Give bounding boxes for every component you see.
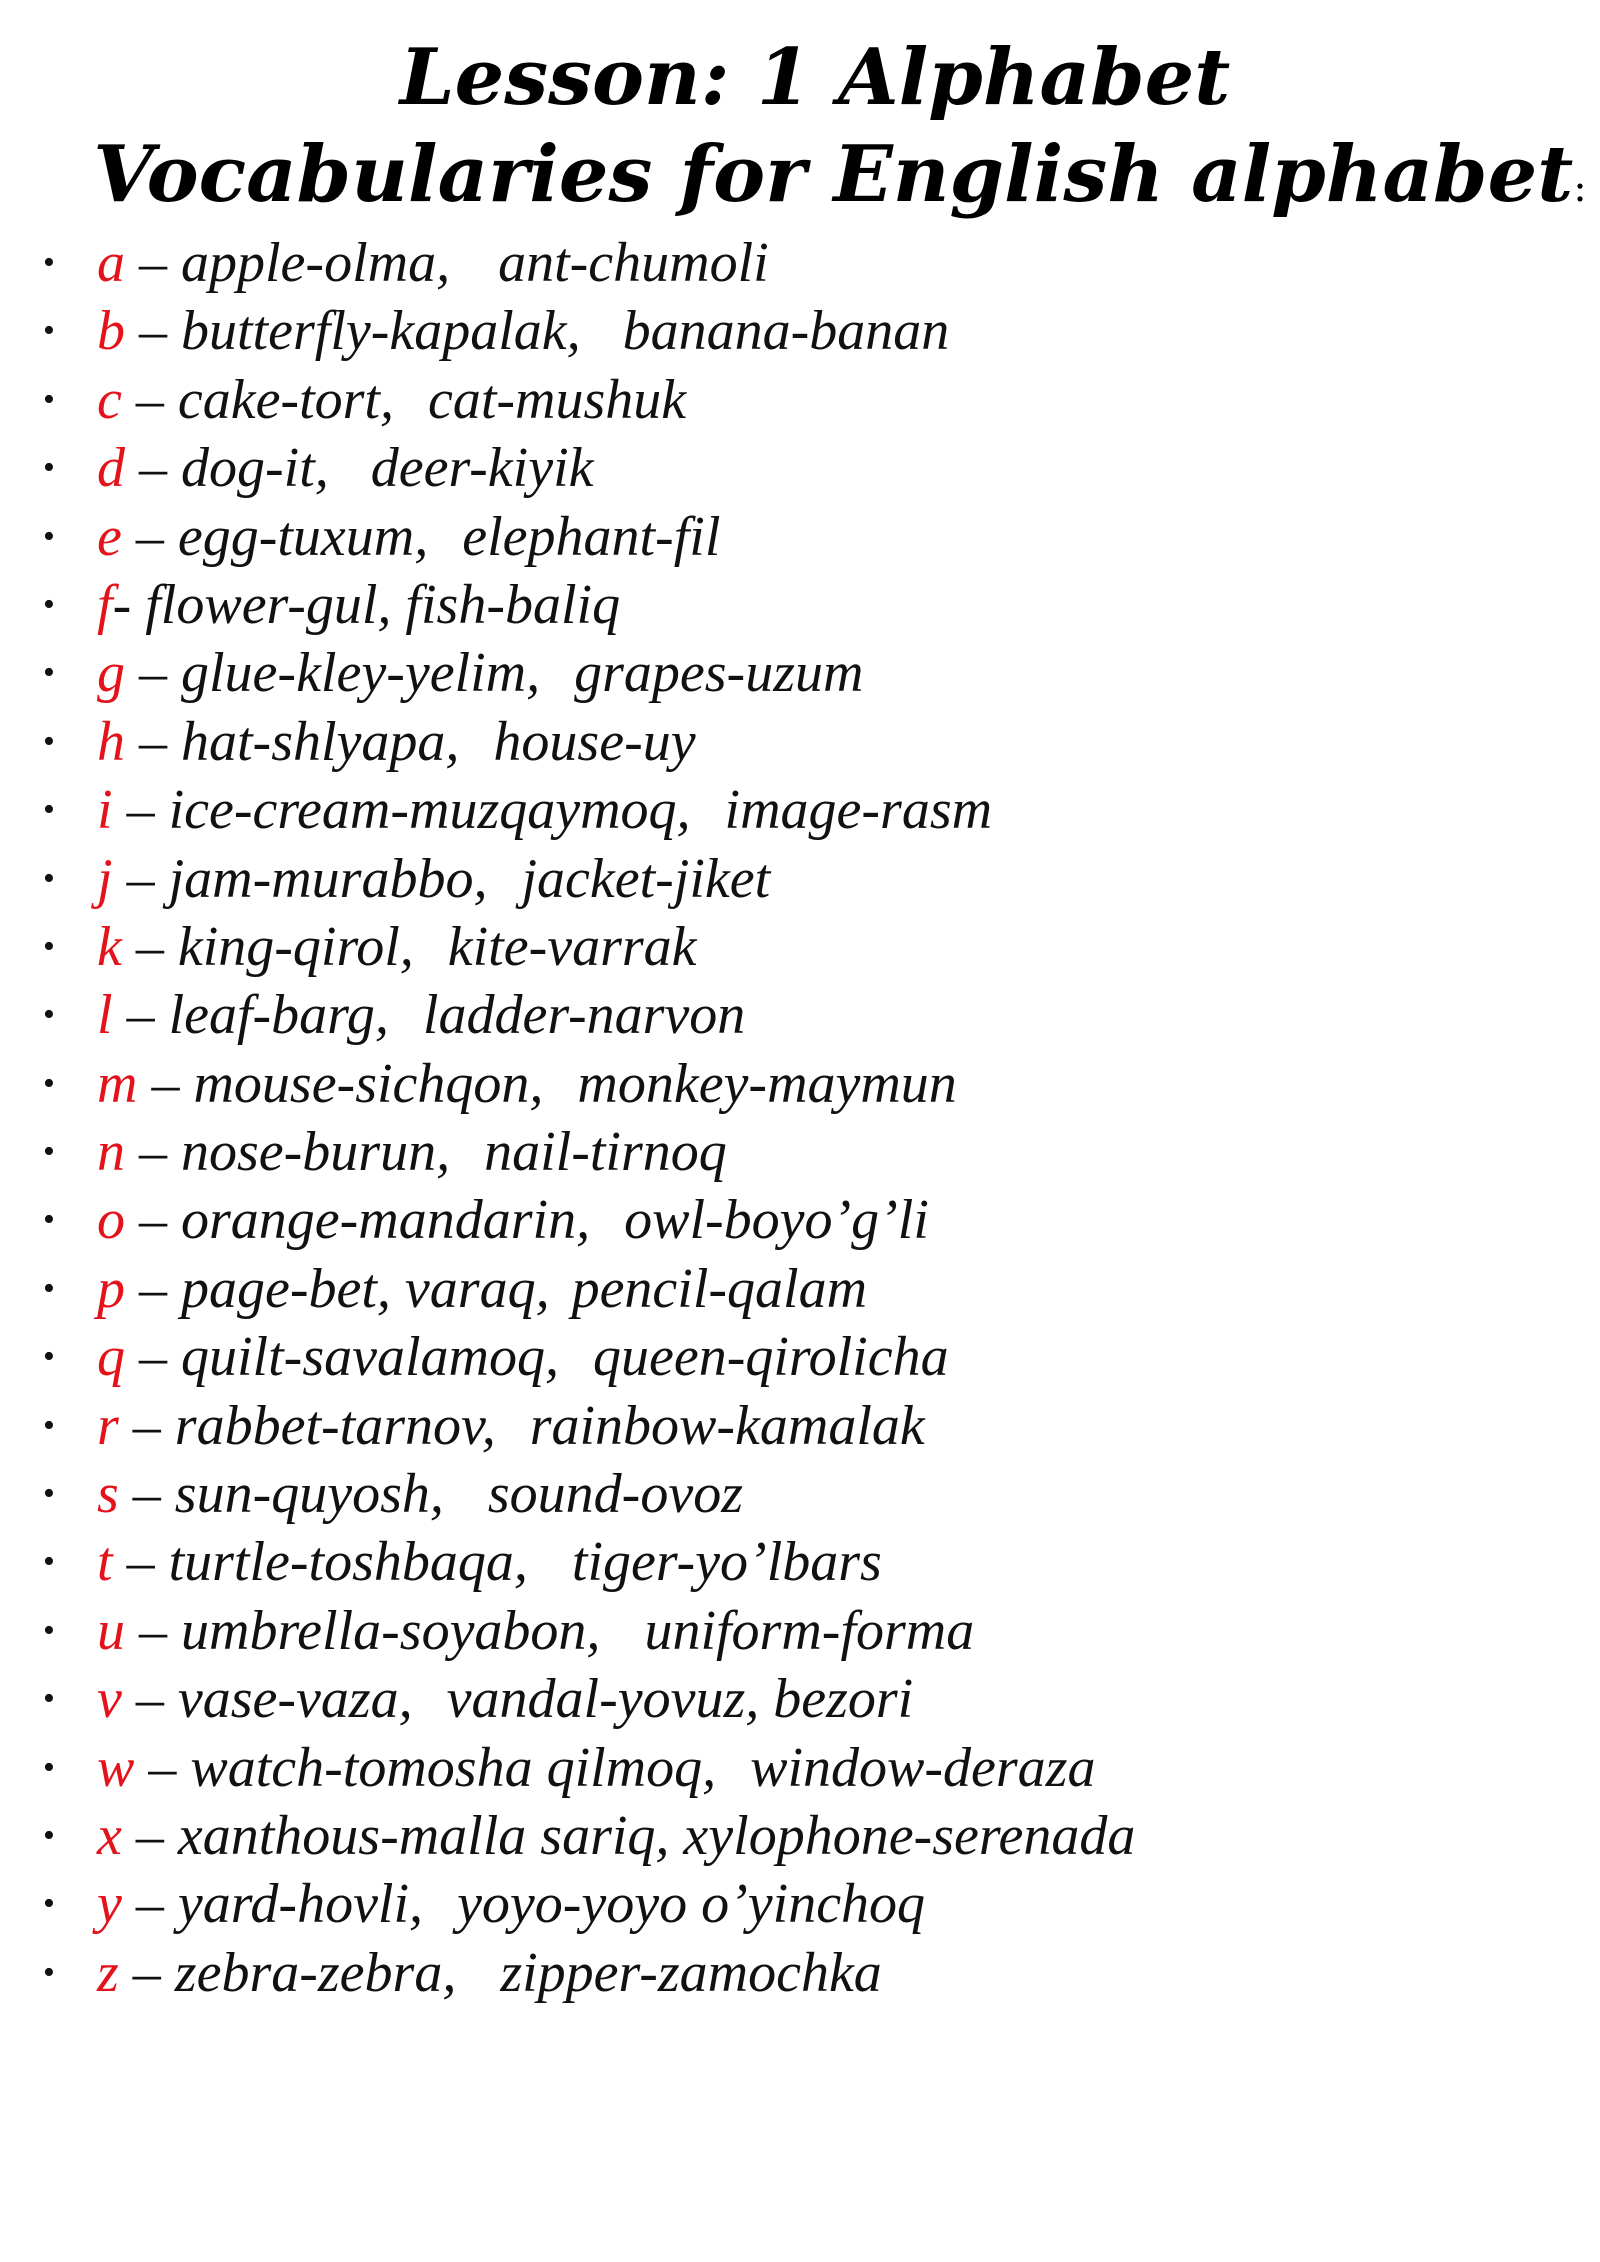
vocab-separator: – xyxy=(121,1873,178,1936)
vocab-word-second: jacket-jiket xyxy=(521,847,771,910)
vocab-word-second: window-deraza xyxy=(750,1736,1096,1799)
vocab-item-z xyxy=(0,1939,1135,2007)
vocab-letter: h xyxy=(97,710,125,773)
vocab-word-second: queen-qirolicha xyxy=(592,1326,949,1389)
vocabulary-heading-text: Vocabularies for English alphabet xyxy=(93,129,1574,220)
vocab-word-first: apple-olma, xyxy=(181,232,451,294)
vocabulary-list xyxy=(0,229,1135,2007)
vocab-separator: – xyxy=(112,847,169,910)
bullet-icon: • xyxy=(43,585,55,623)
vocab-word-first: king-qirol, xyxy=(177,915,414,978)
vocabulary-heading-colon: : xyxy=(1573,165,1587,211)
vocab-word-first: ice-cream-muzqaymoq, xyxy=(168,779,691,842)
vocab-separator: – xyxy=(121,1804,178,1867)
vocab-letter: x xyxy=(97,1804,122,1867)
vocab-letter: r xyxy=(97,1394,119,1457)
vocab-word-first: sun-quyosh, xyxy=(174,1463,444,1526)
vocab-word-first: hat-shlyapa, xyxy=(181,710,460,773)
vocab-word-second: pencil-qalam xyxy=(571,1257,868,1320)
vocabulary-heading xyxy=(0,125,1600,238)
vocab-word-first: vase-vaza, xyxy=(177,1668,413,1731)
bullet-icon: • xyxy=(43,1543,55,1581)
lesson-title-text: Lesson: 1 Alphabet xyxy=(399,32,1231,123)
vocab-letter: l xyxy=(97,984,113,1047)
bullet-icon: • xyxy=(43,1680,55,1718)
vocab-separator: – xyxy=(112,1531,169,1594)
vocab-letter: z xyxy=(97,1941,119,2004)
vocab-word-first: page-bet, varaq, xyxy=(181,1257,550,1320)
vocab-letter: m xyxy=(97,1052,138,1115)
vocab-word-first: quilt-savalamoq, xyxy=(181,1326,559,1389)
vocab-word-first: egg-tuxum, xyxy=(177,505,429,568)
vocab-item-f xyxy=(0,571,1135,639)
vocab-separator: - xyxy=(112,573,146,636)
vocab-separator: – xyxy=(118,1941,175,2004)
vocab-word-second: rainbow-kamalak xyxy=(529,1394,925,1457)
vocab-item-u xyxy=(0,1597,1135,1665)
vocab-separator: – xyxy=(125,300,181,363)
vocab-letter: g xyxy=(97,642,125,705)
vocab-word-first: umbrella-soyabon, xyxy=(181,1599,601,1662)
vocab-word-second: sound-ovoz xyxy=(487,1463,743,1526)
vocab-word-second: uniform-forma xyxy=(644,1599,975,1662)
bullet-icon: • xyxy=(43,996,55,1034)
vocab-item-e xyxy=(0,503,1135,571)
vocab-word-second: image-rasm xyxy=(724,779,993,842)
vocab-letter: t xyxy=(97,1531,113,1594)
vocab-letter: i xyxy=(97,779,113,842)
vocab-word-first: xanthous-malla sariq, xylophone-serenada xyxy=(177,1804,1136,1867)
bullet-icon: • xyxy=(43,449,55,487)
vocab-separator: – xyxy=(125,437,181,500)
vocab-word-first: orange-mandarin, xyxy=(181,1189,591,1252)
bullet-icon: • xyxy=(43,1338,55,1376)
vocab-letter: q xyxy=(97,1326,125,1389)
vocab-letter: w xyxy=(97,1736,135,1799)
bullet-icon: • xyxy=(43,1406,55,1444)
vocab-separator: – xyxy=(125,1326,181,1389)
vocab-separator: – xyxy=(118,1394,175,1457)
vocab-separator: – xyxy=(125,710,181,773)
vocab-separator: – xyxy=(134,1736,191,1799)
vocab-word-first: turtle-toshbaqa, xyxy=(168,1531,528,1594)
vocab-item-c xyxy=(0,366,1135,434)
vocab-separator: – xyxy=(125,1121,181,1184)
bullet-icon: • xyxy=(43,1748,55,1786)
bullet-icon: • xyxy=(43,1885,55,1923)
vocab-word-second: elephant-fil xyxy=(462,505,721,568)
vocab-word-second: owl-boyo’g’li xyxy=(624,1189,929,1252)
vocab-word-first: butterfly-kapalak, xyxy=(181,300,581,363)
bullet-icon: • xyxy=(43,927,55,965)
vocab-item-d xyxy=(0,434,1135,502)
vocab-item-q xyxy=(0,1323,1135,1391)
vocab-separator: – xyxy=(112,779,169,842)
bullet-icon: • xyxy=(43,1269,55,1307)
bullet-icon: • xyxy=(43,791,55,829)
bullet-icon: • xyxy=(43,380,55,418)
vocab-word-second: zipper-zamochka xyxy=(500,1941,882,2004)
vocab-letter: j xyxy=(97,847,113,910)
vocab-letter: v xyxy=(97,1668,122,1731)
vocab-word-first: nose-burun, xyxy=(181,1121,451,1184)
vocab-word-second: banana-banan xyxy=(622,300,950,363)
vocab-word-second: kite-varrak xyxy=(447,915,697,978)
vocab-word-first: rabbet-tarnov, xyxy=(174,1394,496,1457)
vocab-item-a xyxy=(0,229,1135,297)
vocab-separator: – xyxy=(125,642,181,705)
vocab-separator: – xyxy=(125,1257,181,1320)
vocab-word-second: grapes-uzum xyxy=(574,642,864,705)
vocab-letter: e xyxy=(97,505,122,568)
vocab-item-m xyxy=(0,1050,1135,1118)
vocab-separator: – xyxy=(125,232,181,294)
bullet-icon: • xyxy=(43,1953,55,1991)
bullet-icon: • xyxy=(43,1611,55,1649)
vocab-word-second: deer-kiyik xyxy=(370,437,594,500)
vocab-separator: – xyxy=(121,915,178,978)
lesson-title xyxy=(0,28,1600,128)
vocab-item-r xyxy=(0,1392,1135,1460)
vocab-word-first: dog-it, xyxy=(181,437,329,500)
vocab-item-x xyxy=(0,1802,1135,1870)
vocab-letter: d xyxy=(97,437,125,500)
vocab-word-first: glue-kley-yelim, xyxy=(181,642,541,705)
vocab-separator: – xyxy=(137,1052,194,1115)
vocab-letter: c xyxy=(97,368,122,431)
bullet-icon: • xyxy=(43,1475,55,1513)
vocab-item-i xyxy=(0,776,1135,844)
vocab-item-y xyxy=(0,1870,1135,1938)
vocab-item-h xyxy=(0,708,1135,776)
vocab-item-p xyxy=(0,1255,1135,1323)
vocab-letter: f xyxy=(97,573,113,636)
vocab-letter: s xyxy=(97,1463,119,1526)
vocab-word-first: cake-tort, xyxy=(177,368,394,431)
vocab-word-second: tiger-yo’lbars xyxy=(571,1531,882,1594)
vocab-letter: k xyxy=(97,915,122,978)
vocab-item-l xyxy=(0,981,1135,1049)
vocab-item-s xyxy=(0,1460,1135,1528)
vocab-item-v xyxy=(0,1665,1135,1733)
vocab-word-second: house-uy xyxy=(493,710,696,773)
bullet-icon: • xyxy=(43,1064,55,1102)
vocab-letter: p xyxy=(97,1257,125,1320)
vocab-item-o xyxy=(0,1186,1135,1254)
vocab-word-first: jam-murabbo, xyxy=(168,847,488,910)
vocab-item-k xyxy=(0,913,1135,981)
vocab-item-n xyxy=(0,1118,1135,1186)
vocab-word-second: ant-chumoli xyxy=(498,232,769,294)
vocab-letter: n xyxy=(97,1121,125,1184)
vocab-separator: – xyxy=(121,505,178,568)
vocab-separator: – xyxy=(125,1189,181,1252)
vocab-word-first: leaf-barg, xyxy=(168,984,389,1047)
vocab-separator: – xyxy=(121,1668,178,1731)
bullet-icon: • xyxy=(43,722,55,760)
bullet-icon: • xyxy=(43,1133,55,1171)
vocab-word-second: monkey-maymun xyxy=(577,1052,957,1115)
vocab-letter: y xyxy=(97,1873,122,1936)
vocab-word-first: mouse-sichqon, xyxy=(193,1052,544,1115)
bullet-icon: • xyxy=(43,244,55,281)
vocab-letter: b xyxy=(97,300,125,363)
vocab-letter: u xyxy=(97,1599,125,1662)
vocab-word-second: nail-tirnoq xyxy=(484,1121,727,1184)
vocab-item-b xyxy=(0,297,1135,365)
vocab-separator: – xyxy=(112,984,169,1047)
vocab-word-first: watch-tomosha qilmoq, xyxy=(190,1736,717,1799)
vocab-item-w xyxy=(0,1734,1135,1802)
vocab-letter: o xyxy=(97,1189,125,1252)
bullet-icon: • xyxy=(43,1201,55,1239)
bullet-icon: • xyxy=(43,1816,55,1854)
bullet-icon: • xyxy=(43,517,55,555)
vocab-word-second: ladder-narvon xyxy=(422,984,746,1047)
vocab-item-t xyxy=(0,1528,1135,1596)
vocab-word-second: vandal-yovuz, bezori xyxy=(446,1668,914,1731)
vocab-letter: a xyxy=(97,232,125,294)
vocab-word-first: yard-hovli, xyxy=(177,1873,424,1936)
vocab-separator: – xyxy=(121,368,178,431)
vocab-item-g xyxy=(0,639,1135,707)
vocab-word-second: yoyo-yoyo o’yinchoq xyxy=(457,1873,926,1936)
vocab-separator: – xyxy=(125,1599,181,1662)
bullet-icon: • xyxy=(43,654,55,692)
vocab-word-first: zebra-zebra, xyxy=(174,1941,457,2004)
vocab-separator: – xyxy=(118,1463,175,1526)
vocab-item-j xyxy=(0,845,1135,913)
bullet-icon: • xyxy=(43,859,55,897)
vocab-word-second: cat-mushuk xyxy=(427,368,687,431)
vocab-word-first: flower-gul, fish-baliq xyxy=(145,573,621,636)
bullet-icon: • xyxy=(43,312,55,350)
